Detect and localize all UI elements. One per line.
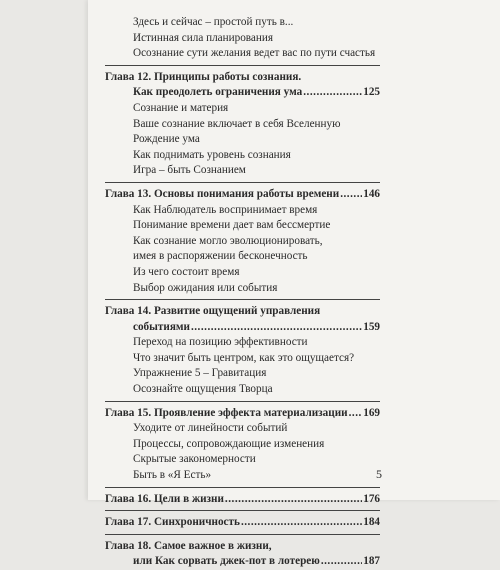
chapter-divider: [105, 401, 380, 402]
leader-dots: [340, 187, 362, 203]
chapter-page-number: 187: [363, 555, 380, 568]
toc-entry: Быть в «Я Есть»: [133, 469, 212, 482]
toc-entry: Переход на позицию эффективности: [133, 336, 308, 349]
toc-entry: Из чего состоит время: [133, 265, 240, 278]
toc-entry: Выбор ожидания или события: [133, 281, 278, 294]
chapter-title: Глава 17. Синхроничность: [105, 516, 240, 529]
table-of-contents: [105, 15, 380, 570]
chapter-15-heading: [105, 406, 380, 422]
chapter-18-heading: [105, 539, 380, 570]
toc-entry: Сознание и материя: [133, 101, 229, 114]
chapter-page-number: 159: [363, 320, 380, 333]
chapter-page-number: 184: [363, 516, 380, 529]
toc-entry: Что значит быть центром, как это ощущается?: [133, 351, 355, 364]
toc-entry: Истинная сила планирования: [133, 31, 274, 44]
toc-entry: Ваше сознание включает в себя Вселенную: [133, 117, 341, 130]
chapter-subtitle: или Как сорвать джек-пот в лотерею: [133, 555, 320, 568]
chapter-page-number: 146: [363, 187, 380, 200]
toc-entry: Игра – быть Сознанием: [133, 164, 246, 177]
chapter-title: Глава 18. Самое важное в жизни,: [105, 539, 272, 552]
chapter-page-number: 169: [363, 406, 380, 419]
leader-dots: [191, 320, 362, 336]
toc-entry: Упражнение 5 – Гравитация: [133, 367, 267, 380]
leader-dots: [321, 554, 362, 570]
toc-entry: Осознание сути желания ведет вас по пути счастья: [133, 47, 376, 60]
toc-entry: Понимание времени дает вам бессмертие: [133, 219, 331, 232]
toc-entry: Процессы, сопровождающие изменения: [133, 437, 325, 450]
leader-dots: [349, 406, 363, 422]
toc-entry: Здесь и сейчас – простой путь в...: [133, 16, 294, 28]
chapter-title: Глава 16. Цели в жизни: [105, 492, 224, 505]
toc-entry: имея в распоряжении бесконечность: [133, 250, 308, 263]
toc-entry: Как поднимать уровень сознания: [133, 148, 291, 161]
chapter-13-heading: [105, 187, 380, 203]
chapter-divider: [105, 182, 380, 183]
chapter-16-heading: [105, 492, 380, 508]
chapter-divider: [105, 510, 380, 511]
toc-entry: Рождение ума: [133, 133, 200, 146]
chapter-divider: [105, 299, 380, 300]
chapter-title: Глава 14. Развитие ощущений управления: [105, 305, 321, 318]
chapter-17-heading: [105, 515, 380, 531]
chapter-divider: [105, 65, 380, 66]
chapter-12-heading: [105, 70, 380, 101]
chapter-title: Глава 13. Основы понимания работы времени: [105, 187, 340, 200]
chapter-divider: [105, 534, 380, 535]
chapter-page-number: 125: [363, 86, 380, 99]
page-number: 5: [376, 467, 382, 481]
chapter-subtitle: событиями: [133, 320, 190, 333]
leader-dots: [225, 492, 362, 508]
toc-entry: Скрытые закономерности: [133, 453, 256, 466]
chapter-subtitle: Как преодолеть ограничения ума: [133, 86, 303, 99]
toc-entry: Осознайте ощущения Творца: [133, 383, 273, 396]
chapter-14-heading: [105, 304, 380, 335]
leader-dots: [303, 85, 362, 101]
toc-entry: Уходите от линейности событий: [133, 422, 288, 435]
chapter-title: Глава 15. Проявление эффекта материализации: [105, 406, 348, 419]
toc-entry: Как сознание могло эволюционировать,: [133, 234, 323, 247]
chapter-title: Глава 12. Принципы работы сознания.: [105, 70, 302, 83]
toc-entry: Как Наблюдатель воспринимает время: [133, 203, 318, 216]
chapter-divider: [105, 487, 380, 488]
chapter-page-number: 176: [363, 492, 380, 505]
leader-dots: [241, 515, 362, 531]
